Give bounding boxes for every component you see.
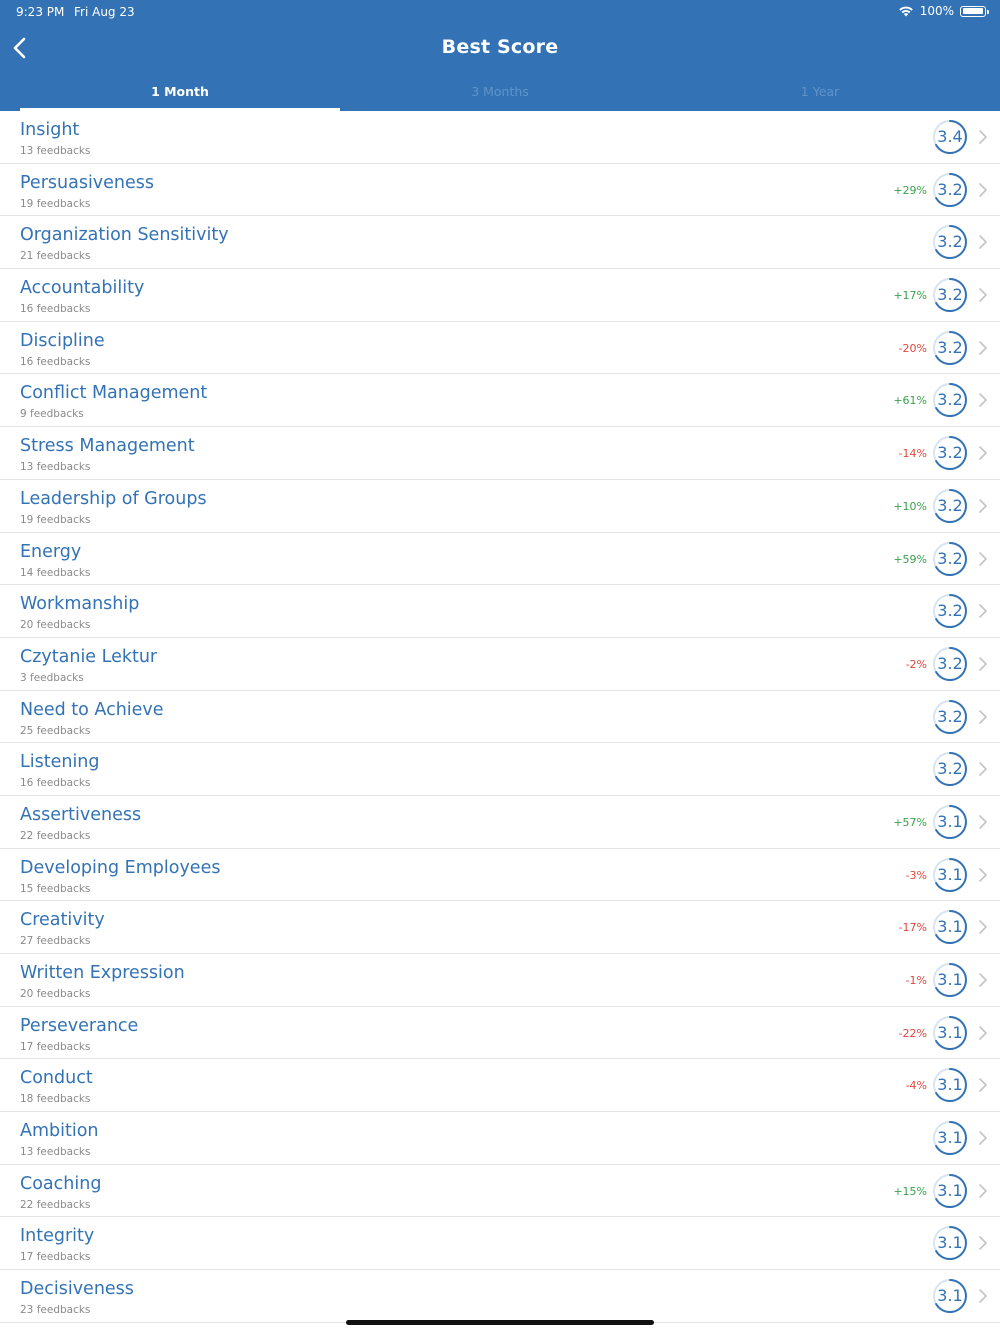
chevron-right-icon xyxy=(978,709,988,725)
score-value: 3.2 xyxy=(937,653,963,673)
home-indicator xyxy=(346,1320,654,1325)
skill-name: Organization Sensitivity xyxy=(20,225,229,246)
score-value: 3.1 xyxy=(937,970,963,989)
list-item[interactable] xyxy=(0,585,1000,638)
tab-label: 1 Month xyxy=(151,84,209,99)
score-badge xyxy=(932,751,968,787)
score-value: 3.2 xyxy=(937,548,963,568)
chevron-right-icon xyxy=(978,392,988,408)
score-value: 3.1 xyxy=(937,1075,963,1095)
score-change: +17% xyxy=(893,289,927,303)
score-badge xyxy=(932,1015,968,1051)
score-value: 3.2 xyxy=(937,759,963,779)
skill-name: Need to Achieve xyxy=(20,699,164,720)
score-badge xyxy=(932,1225,968,1261)
tab-label: 1 Year xyxy=(800,84,840,99)
skills-list xyxy=(0,111,1000,1323)
score-badge xyxy=(932,593,968,629)
status-date: Fri Aug 23 xyxy=(74,5,135,19)
score-change: +15% xyxy=(893,1184,927,1198)
tab-1-month[interactable] xyxy=(20,80,340,111)
score-change: -22% xyxy=(898,1026,927,1040)
tab-1-year[interactable] xyxy=(660,80,980,111)
list-item[interactable] xyxy=(0,1112,1000,1165)
chevron-right-icon xyxy=(978,498,988,514)
list-item[interactable] xyxy=(0,691,1000,744)
feedback-count: 22 feedbacks xyxy=(20,829,91,842)
feedback-count: 3 feedbacks xyxy=(20,671,84,684)
feedback-count: 23 feedbacks xyxy=(20,1304,91,1317)
feedback-count: 20 feedbacks xyxy=(20,619,91,632)
list-item[interactable] xyxy=(0,216,1000,269)
score-value: 3.4 xyxy=(937,127,963,146)
score-badge xyxy=(932,962,968,998)
chevron-right-icon xyxy=(978,234,988,250)
score-change: +59% xyxy=(893,552,927,566)
feedback-count: 15 feedbacks xyxy=(20,882,91,895)
list-item[interactable] xyxy=(0,901,1000,954)
score-change: -3% xyxy=(905,868,927,882)
feedback-count: 18 feedbacks xyxy=(20,1093,91,1106)
battery-icon xyxy=(960,6,986,17)
feedback-count: 25 feedbacks xyxy=(20,724,91,737)
score-change: -2% xyxy=(905,657,927,671)
feedback-count: 17 feedbacks xyxy=(20,1251,91,1264)
tab-3-months[interactable] xyxy=(340,80,660,111)
skill-name: Persuasiveness xyxy=(20,172,155,193)
score-badge xyxy=(932,1173,968,1209)
list-item[interactable] xyxy=(0,1165,1000,1218)
chevron-right-icon xyxy=(978,867,988,883)
list-item[interactable] xyxy=(0,638,1000,691)
list-item[interactable] xyxy=(0,954,1000,1007)
feedback-count: 16 feedbacks xyxy=(20,303,91,316)
score-badge xyxy=(932,541,968,577)
score-badge xyxy=(932,857,968,893)
score-value: 3.2 xyxy=(937,601,963,621)
score-badge xyxy=(932,119,968,155)
score-value: 3.1 xyxy=(937,864,963,884)
score-change: -1% xyxy=(905,974,927,987)
score-value: 3.2 xyxy=(937,285,963,305)
score-value: 3.2 xyxy=(937,179,963,199)
skill-name: Assertiveness xyxy=(20,804,142,825)
score-badge xyxy=(932,804,968,840)
score-change: +57% xyxy=(893,815,927,829)
score-change: -20% xyxy=(898,341,927,355)
skill-name: Creativity xyxy=(20,910,105,931)
list-item[interactable] xyxy=(0,849,1000,902)
score-value: 3.2 xyxy=(937,706,963,726)
chevron-right-icon xyxy=(978,129,988,145)
list-item[interactable] xyxy=(0,1007,1000,1060)
score-badge xyxy=(932,277,968,313)
battery-percent: 100% xyxy=(919,4,954,18)
score-badge xyxy=(932,488,968,524)
list-item[interactable] xyxy=(0,796,1000,849)
score-value: 3.1 xyxy=(937,1128,963,1148)
chevron-right-icon xyxy=(978,1130,988,1146)
skill-name: Czytanie Lektur xyxy=(20,646,158,667)
chevron-right-icon xyxy=(978,340,988,356)
chevron-right-icon xyxy=(978,656,988,672)
list-item[interactable] xyxy=(0,164,1000,217)
feedback-count: 16 feedbacks xyxy=(20,355,91,368)
skill-name: Conflict Management xyxy=(20,383,208,404)
feedback-count: 27 feedbacks xyxy=(20,935,91,948)
chevron-right-icon xyxy=(978,761,988,777)
skill-name: Listening xyxy=(20,752,100,773)
score-value: 3.1 xyxy=(937,811,963,831)
score-change: -4% xyxy=(905,1079,927,1093)
chevron-right-icon xyxy=(978,182,988,198)
score-badge xyxy=(932,1278,968,1314)
feedback-count: 17 feedbacks xyxy=(20,1040,91,1053)
skill-name: Workmanship xyxy=(20,594,140,615)
skill-name: Accountability xyxy=(20,278,145,299)
chevron-right-icon xyxy=(978,1077,988,1093)
list-item[interactable] xyxy=(0,427,1000,480)
chevron-right-icon xyxy=(978,1288,988,1304)
skill-name: Conduct xyxy=(20,1068,93,1089)
chevron-right-icon xyxy=(978,1025,988,1041)
app-header xyxy=(0,0,1000,111)
chevron-right-icon xyxy=(978,1235,988,1251)
score-value: 3.1 xyxy=(937,1022,963,1042)
score-value: 3.2 xyxy=(937,495,963,515)
list-item[interactable] xyxy=(0,269,1000,322)
score-value: 3.2 xyxy=(937,232,963,252)
skill-name: Stress Management xyxy=(20,436,195,457)
score-value: 3.2 xyxy=(937,443,963,463)
skill-name: Integrity xyxy=(20,1226,95,1247)
score-value: 3.1 xyxy=(937,1286,963,1306)
score-change: +29% xyxy=(893,183,927,197)
skill-name: Leadership of Groups xyxy=(20,488,207,509)
skill-name: Ambition xyxy=(20,1121,99,1142)
feedback-count: 9 feedbacks xyxy=(20,408,84,421)
list-item[interactable] xyxy=(0,374,1000,427)
period-tabs xyxy=(20,80,980,111)
skill-name: Insight xyxy=(20,120,80,140)
feedback-count: 16 feedbacks xyxy=(20,777,91,790)
page-title: Best Score xyxy=(441,36,559,58)
score-value: 3.2 xyxy=(937,337,963,357)
feedback-count: 14 feedbacks xyxy=(20,566,91,579)
score-change: +61% xyxy=(893,394,927,408)
feedback-count: 21 feedbacks xyxy=(20,250,91,263)
list-item[interactable] xyxy=(0,480,1000,533)
skill-name: Discipline xyxy=(20,330,105,351)
score-change: -17% xyxy=(898,921,927,935)
skill-name: Decisiveness xyxy=(20,1279,134,1300)
score-badge xyxy=(932,1120,968,1156)
chevron-right-icon xyxy=(978,603,988,619)
score-change: +10% xyxy=(893,499,927,513)
feedback-count: 13 feedbacks xyxy=(20,1146,91,1159)
list-item[interactable] xyxy=(0,1270,1000,1323)
chevron-right-icon xyxy=(978,551,988,567)
score-badge xyxy=(932,699,968,735)
skill-name: Developing Employees xyxy=(20,857,221,878)
list-item[interactable] xyxy=(0,1059,1000,1112)
feedback-count: 19 feedbacks xyxy=(20,197,91,210)
score-badge xyxy=(932,330,968,366)
feedback-count: 13 feedbacks xyxy=(20,461,91,474)
status-bar xyxy=(0,0,1000,24)
list-item[interactable] xyxy=(0,322,1000,375)
feedback-count: 20 feedbacks xyxy=(20,988,91,1000)
chevron-right-icon xyxy=(978,919,988,935)
score-badge xyxy=(932,909,968,945)
feedback-count: 22 feedbacks xyxy=(20,1198,91,1211)
chevron-right-icon xyxy=(978,814,988,830)
skill-name: Perseverance xyxy=(20,1015,139,1036)
list-item[interactable] xyxy=(0,533,1000,586)
chevron-right-icon xyxy=(978,972,988,988)
list-item[interactable] xyxy=(0,743,1000,796)
score-value: 3.1 xyxy=(937,1233,963,1253)
score-value: 3.2 xyxy=(937,390,963,410)
feedback-count: 19 feedbacks xyxy=(20,513,91,526)
chevron-right-icon xyxy=(978,445,988,461)
chevron-right-icon xyxy=(978,287,988,303)
list-item[interactable] xyxy=(0,111,1000,164)
score-badge xyxy=(932,172,968,208)
score-value: 3.1 xyxy=(937,1180,963,1200)
score-badge xyxy=(932,435,968,471)
feedback-count: 13 feedbacks xyxy=(20,145,91,157)
score-change: -14% xyxy=(898,447,927,461)
score-badge xyxy=(932,1067,968,1103)
status-time: 9:23 PM xyxy=(16,5,65,19)
score-badge xyxy=(932,646,968,682)
tab-label: 3 Months xyxy=(471,84,529,99)
chevron-right-icon xyxy=(978,1183,988,1199)
list-item[interactable] xyxy=(0,1217,1000,1270)
wifi-icon xyxy=(898,5,914,17)
skill-name: Written Expression xyxy=(20,963,185,983)
score-badge xyxy=(932,224,968,260)
skill-name: Coaching xyxy=(20,1173,102,1194)
skill-name: Energy xyxy=(20,541,82,562)
status-indicators xyxy=(898,4,986,18)
score-badge xyxy=(932,382,968,418)
score-value: 3.1 xyxy=(937,917,963,937)
